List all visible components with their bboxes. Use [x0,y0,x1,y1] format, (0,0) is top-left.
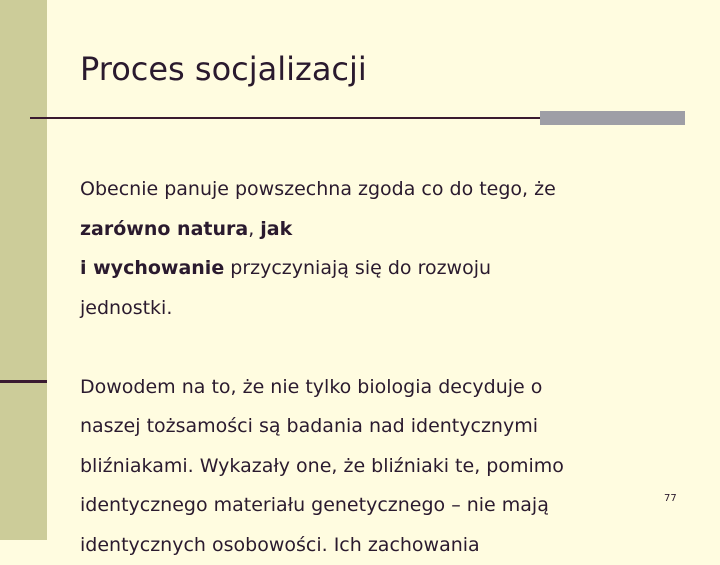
title-divider [30,117,540,119]
emphasis-natura: zarówno natura [80,218,248,240]
paragraph-1 [80,170,670,328]
slide-title: Proces socjalizacji [80,50,367,88]
paragraph-1-line-3-rest: przyczyniają się do rozwoju [224,257,491,279]
paragraph-2-line-4: identycznego materiału genetycznego – nie mają [106,486,670,526]
paragraph-1-line-4: jednostki. [106,289,670,329]
paragraph-2-line-1: Dowodem na to, że nie tylko biologia decyduje o [106,368,670,408]
paragraph-1-line-3 [106,249,670,289]
paragraph-2 [80,368,670,565]
title-divider-block [540,111,685,125]
left-accent-line [0,380,47,383]
left-sidebar-bar [0,0,47,540]
paragraph-1-line-1: Obecnie panuje powszechna zgoda co do tego, że [106,170,670,210]
emphasis-jak: jak [260,218,292,240]
paragraph-2-line-2: naszej tożsamości są badania nad identycznymi [106,407,670,447]
paragraph-2-line-5: identycznych osobowości. Ich zachowania [106,526,670,565]
paragraph-1-line-2 [106,210,670,250]
emphasis-separator: , [248,218,260,240]
slide-body [80,170,670,565]
page-number: 77 [664,493,677,504]
paragraph-2-line-3: bliźniakami. Wykazały one, że bliźniaki te, pomimo [106,447,670,487]
emphasis-wychowanie: i wychowanie [80,257,224,279]
